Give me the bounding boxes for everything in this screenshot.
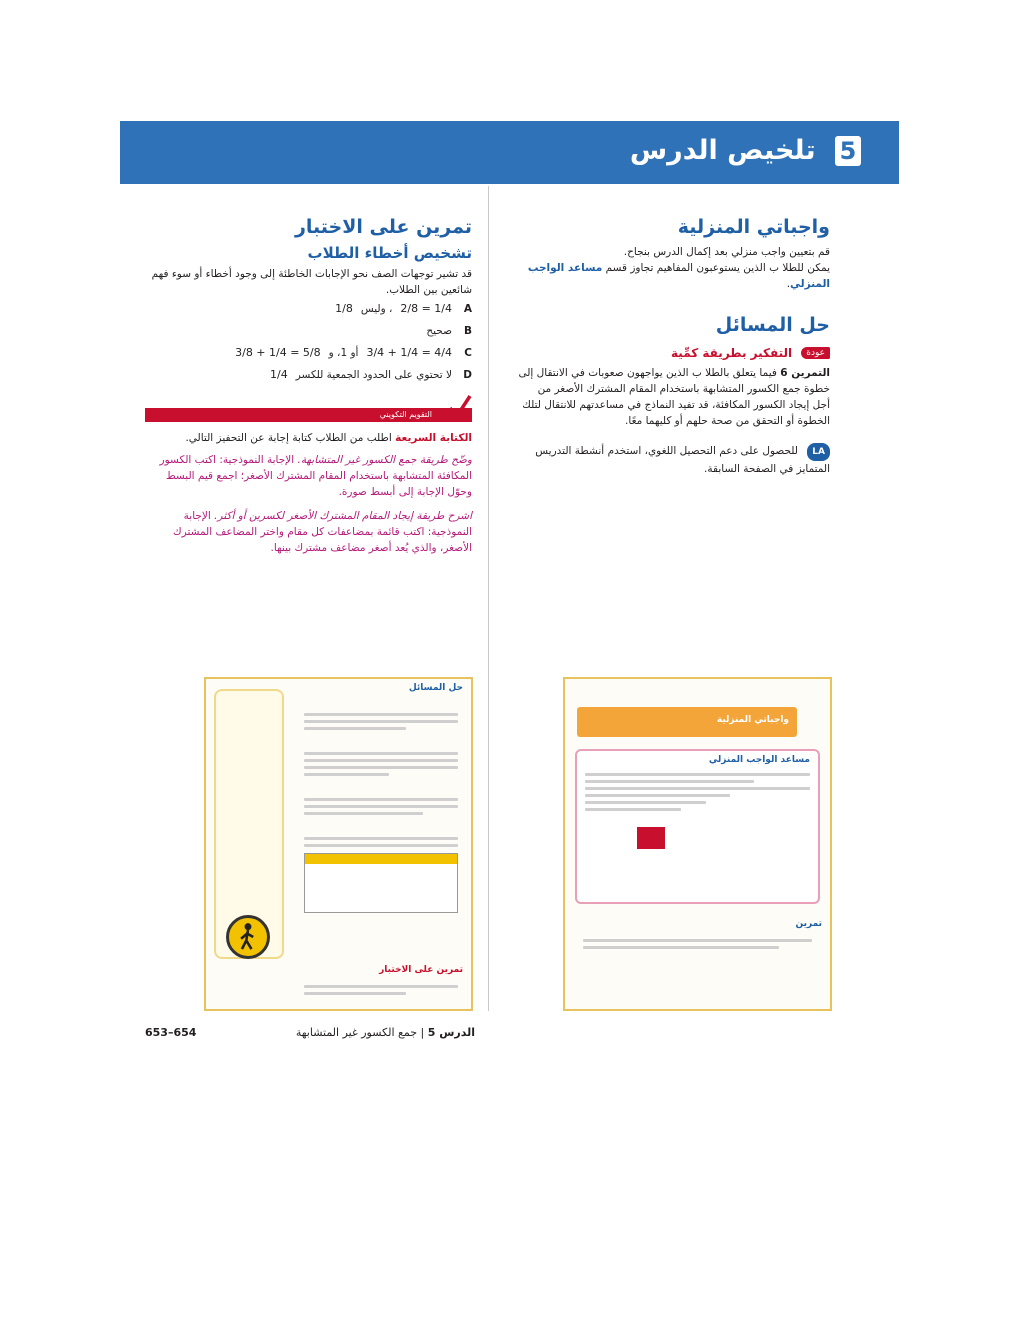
- test-practice-subtitle: تشخيص أخطاء الطلاب: [307, 244, 472, 262]
- thumb-right-title: واجباتي المنزلية: [716, 715, 789, 725]
- hiker-icon: [226, 915, 270, 959]
- exercise-paragraph: [518, 365, 830, 429]
- column-divider: [488, 186, 489, 1011]
- student-page-thumbnail-right: [563, 677, 832, 1011]
- problems-subtitle-row: [518, 342, 830, 361]
- problems-subtitle: التفكير بطريقة كمِّية: [671, 346, 793, 360]
- choice-letter: B: [463, 325, 472, 337]
- quick-write: [145, 430, 472, 446]
- choice-math: 2/8 = 1/4: [400, 302, 452, 315]
- choice-math: 3/4 + 1/4 = 4/4: [366, 346, 452, 359]
- quick-write-text: اطلب من الطلاب كتابة إجابة عن التحفيز التالي.: [185, 432, 392, 444]
- thumb-right-arrow-banner: [577, 707, 797, 737]
- lesson-number: 5: [835, 136, 861, 166]
- exercise-text: فيما يتعلق بالطلا ب الذين يواجهون صعوبات في الانتقال إلى خطوة جمع الكسور المتشابهة باستخدام المقام المشترك الأصغر من أجل إيجاد الكسور المكافئة، قد تفيد النماذج في مساعدتهم للانتقال لتلك الخطوة أو التحقق من صحة حلهم أو كليهما معًا.: [518, 367, 830, 427]
- footer-lesson-label: الدرس 5: [427, 1026, 475, 1039]
- thumb-left-title: حل المسائل: [408, 683, 463, 693]
- choice-c: [145, 342, 472, 364]
- choice-letter: D: [463, 369, 472, 381]
- homework-line2-pre: يمكن للطلا ب الذين يستوعبون المفاهيم تجاوز قسم: [605, 262, 830, 274]
- choice-a: [145, 298, 472, 320]
- page-footer: [145, 1026, 475, 1039]
- footer-lesson-title: جمع الكسور غير المتشابهة: [295, 1026, 418, 1039]
- choice-d: [145, 364, 472, 386]
- la-text: للحصول على دعم التحصيل اللغوي، استخدم أنشطة التدريس المتمايز في الصفحة السابقة.: [535, 445, 830, 475]
- right-column: [518, 216, 830, 477]
- prompt-1-question: وضّح طريقة جمع الكسور غير المتشابهة.: [297, 454, 472, 466]
- prompt-2: [145, 508, 472, 556]
- prompt-2-question: اشرح طريقة إيجاد المقام المشترك الأصغر لكسرين أو أكثر.: [214, 510, 472, 522]
- homework-helper-link: مساعد الواجب المنزلي: [527, 262, 830, 290]
- choice-text: لا تحتوي على الحدود الجمعية للكسر: [295, 369, 452, 381]
- la-paragraph: [518, 443, 830, 477]
- lesson-banner: [120, 121, 899, 184]
- thumb-right-helper: مساعد الواجب المنزلي: [708, 755, 810, 765]
- choice-extra: 1/8: [335, 302, 353, 315]
- side-copyright: [838, 720, 852, 930]
- prompt-1-answer: الإجابة النموذجية: اكتب الكسور المكافئة المتشابهة باستخدام المقام المشترك الأصغر؛ اجمع قيم البسط وحوّل الإجابة إلى أبسط صورة.: [159, 454, 472, 498]
- banner-title-text: تلخيص الدرس: [629, 135, 816, 166]
- thumb-left-lines: [296, 709, 466, 913]
- thumb-right-helper-box: [575, 749, 820, 904]
- choice-text: صحيح: [426, 325, 452, 337]
- thumb-right-practice: تمرين: [795, 919, 822, 929]
- homework-title: واجباتي المنزلية: [677, 216, 830, 238]
- prompt-2-answer: الإجابة النموذجية: اكتب قائمة بمضاعفات كل مقام واختر المضاعف المشترك الأصغر، والذي يُعد أصغر مضاعف مشترك بينها.: [173, 510, 472, 554]
- footer-page-numbers: 653–654: [145, 1026, 197, 1039]
- choice-text: ، وليس: [360, 303, 393, 315]
- problems-title: حل المسائل: [715, 314, 830, 336]
- choice-text: أو 1، و: [328, 347, 359, 359]
- footer-lesson: الدرس 5 | جمع الكسور غير المتشابهة: [295, 1026, 475, 1039]
- prompt-1: [145, 452, 472, 500]
- thumb-left-test-title: تمرين على الاختبار: [379, 965, 463, 975]
- choice-extra: 3/8 + 1/4 = 5/8: [235, 346, 321, 359]
- homework-line2-post: .: [786, 278, 791, 290]
- homework-line1: قم بتعيين واجب منزلي بعد إكمال الدرس بنجاح.: [623, 246, 830, 258]
- banner-title: [630, 135, 861, 166]
- left-column: [145, 216, 472, 556]
- test-practice-intro: قد تشير توجهات الصف نحو الإجابات الخاطئة إلى وجود أخطاء أو سوء فهم شائعين بين الطلاب.: [151, 268, 472, 296]
- la-badge: LA: [807, 443, 830, 461]
- thumb-fraction-model: [637, 827, 665, 849]
- review-tag: عودة: [801, 347, 830, 359]
- choice-b: [145, 320, 472, 342]
- homework-line2: [518, 260, 830, 292]
- quick-write-label: الكتابة السريعة: [395, 432, 472, 444]
- answer-choices: [145, 298, 472, 386]
- exercise-label: التمرين 6: [780, 367, 830, 379]
- formative-assessment-bar: [145, 408, 472, 422]
- choice-letter: A: [463, 303, 472, 315]
- assessment-bar-label: التقويم التكويني: [379, 410, 432, 419]
- checkmark-icon: [448, 394, 472, 420]
- student-page-thumbnail-left: [204, 677, 473, 1011]
- test-practice-title: تمرين على الاختبار: [294, 216, 472, 238]
- choice-extra: 1/4: [270, 368, 288, 381]
- choice-letter: C: [464, 347, 472, 359]
